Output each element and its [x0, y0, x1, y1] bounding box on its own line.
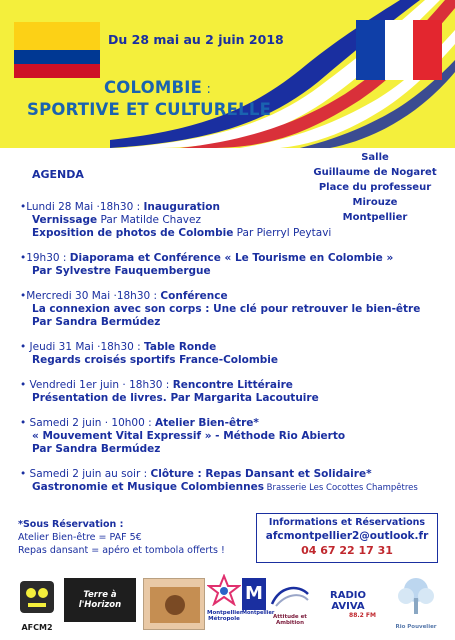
event-detail: Par Sylvestre Fauquembergue — [32, 265, 211, 277]
afcm2-label: AFCM2 — [21, 623, 53, 632]
event-date: •19h30 : — [20, 252, 70, 264]
agenda-item — [20, 379, 450, 405]
agenda-item — [20, 417, 450, 456]
venue-line: Montpellier — [342, 212, 408, 223]
rio-tree-logo — [388, 574, 444, 636]
event-detail: Présentation de livres. Par Margarita Lacoutuire — [32, 392, 319, 404]
reservation-line: Atelier Bien-être = PAF 5€ — [18, 532, 142, 543]
title-line-2: SPORTIVE ET CULTURELLE — [27, 100, 272, 119]
venue-line: Guillaume de Nogaret — [313, 167, 437, 178]
reservation-heading: *Sous Réservation : — [18, 519, 124, 530]
m-square-icon: M — [242, 578, 266, 610]
terre-horizon-label: Terre à l'Horizon — [78, 590, 122, 610]
afcm2-emblem-icon — [14, 575, 60, 619]
metropole-label-1: Montpellier — [207, 610, 243, 616]
event-detail: La connexion avec son corps : Une clé pour retrouver le bien-être — [32, 303, 421, 315]
contact-email[interactable]: afcmontpellier2@outlook.fr — [265, 530, 429, 542]
attitude-ambition-logo — [268, 580, 312, 628]
event-title: Conférence — [160, 290, 228, 302]
metropole-star-icon — [207, 574, 241, 606]
partner-photo-icon — [144, 579, 206, 631]
event-detail: Exposition de photos de Colombie — [32, 227, 234, 239]
agenda-item — [20, 341, 450, 367]
agenda-list — [20, 201, 450, 507]
m-label: Montpellier — [242, 610, 275, 616]
terre-horizon-logo — [64, 578, 136, 622]
event-date: • Vendredi 1er juin · 18h30 : — [20, 379, 173, 391]
venue-line: Place du professeur — [318, 182, 432, 193]
agenda-heading: AGENDA — [32, 168, 84, 181]
event-detail: Vernissage — [32, 214, 98, 226]
venue-line: Salle — [361, 152, 389, 163]
agenda-item — [20, 468, 450, 495]
contact-phone[interactable]: 04 67 22 17 31 — [301, 544, 393, 557]
attitude-label: Attitude et Ambition — [273, 614, 307, 626]
metropole-label-2: Métropole — [208, 616, 240, 622]
sponsor-logos — [0, 570, 455, 640]
partner-photo-logo — [143, 578, 205, 630]
reservation-line: Repas dansant = apéro et tombola offerts ! — [18, 545, 225, 556]
event-title: Atelier Bien-être* — [155, 417, 259, 429]
attitude-swoosh-icon — [268, 580, 312, 610]
event-detail-rest: Par Matilde Chavez — [97, 214, 201, 226]
event-title: Diaporama et Conférence « Le Tourisme en Colombie » — [69, 252, 394, 264]
event-detail: « Mouvement Vital Expressif » - Méthode Rio Abierto — [32, 430, 346, 442]
event-dates: Du 28 mai au 2 juin 2018 — [108, 32, 284, 47]
colombia-flag — [14, 22, 100, 78]
event-detail: Par Sandra Bermúdez — [32, 316, 161, 328]
event-title: Table Ronde — [144, 341, 217, 353]
title-colon: : — [202, 82, 212, 97]
title-colombie: COLOMBIE — [104, 78, 203, 97]
event-date: • Jeudi 31 Mai ·18h30 : — [20, 341, 145, 353]
event-title: Rencontre Littéraire — [172, 379, 293, 391]
event-date: • Samedi 2 juin au soir : — [20, 468, 151, 480]
montpellier-m-logo — [242, 578, 275, 632]
event-detail: Par Sandra Bermúdez — [32, 443, 161, 455]
venue-line: Mirouze — [352, 197, 398, 208]
event-detail-rest: Par Pierryl Peytavi — [233, 227, 332, 239]
agenda-item — [20, 252, 450, 278]
montpellier-metropole-logo — [207, 574, 241, 638]
radio-aviva-label: RADIO AVIVA — [330, 590, 366, 612]
event-title: Clôture : Repas Dansant et Solidaire* — [150, 468, 372, 480]
event-date: •Mercredi 30 Mai ·18h30 : — [20, 290, 161, 302]
rio-label: Rio Pouvelier — [395, 624, 437, 630]
event-date: • Samedi 2 juin · 10h00 : — [20, 417, 156, 429]
event-detail: Gastronomie et Musique Colombiennes — [32, 481, 264, 493]
header-banner — [0, 0, 455, 148]
agenda-item — [20, 290, 450, 329]
event-detail: Regards croisés sportifs France-Colombie — [32, 354, 279, 366]
reservation-notes — [18, 518, 225, 557]
france-flag — [356, 20, 442, 80]
radio-aviva-freq: 88.2 FM — [349, 612, 376, 619]
contact-box — [256, 513, 438, 563]
agenda-item — [20, 201, 450, 240]
contact-title: Informations et Réservations — [268, 517, 426, 528]
afcm2-logo — [14, 575, 60, 637]
radio-aviva-logo — [314, 590, 382, 622]
tree-icon — [388, 574, 444, 620]
event-title: Inauguration — [143, 201, 220, 213]
event-location: Brasserie Les Cocottes Champêtres — [263, 483, 418, 493]
event-date: •Lundi 28 Mai ·18h30 : — [20, 201, 144, 213]
title-line-1 — [104, 78, 211, 97]
